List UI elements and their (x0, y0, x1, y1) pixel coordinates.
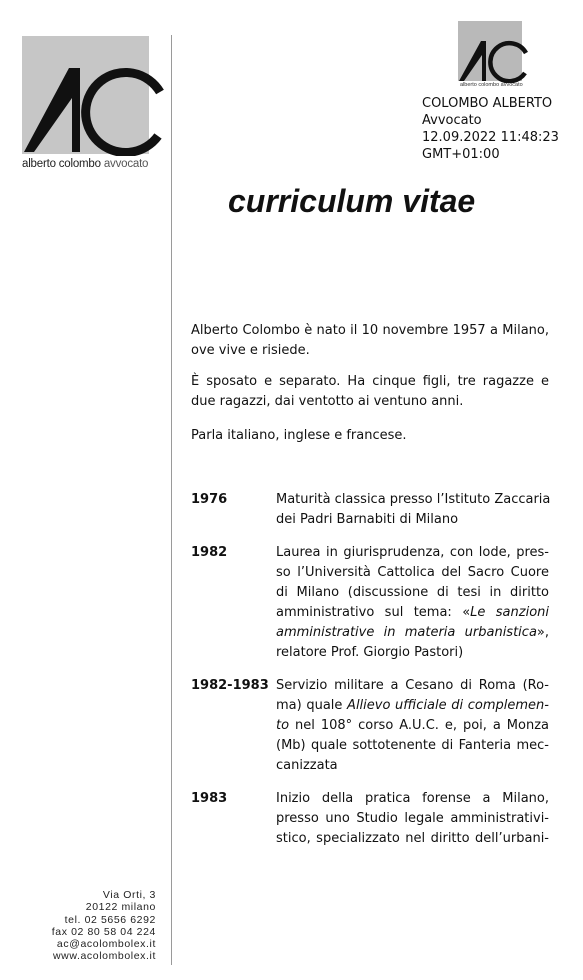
entry-line: to nel 108° corso A.U.C. e, poi, a Monza (276, 718, 549, 733)
entry-line: Servizio militare a Cesano di Roma (Ro- (276, 678, 549, 693)
signature-logo-caption: alberto colombo avvocato (460, 82, 523, 88)
address-website[interactable]: www.acolombolex.it (52, 950, 156, 963)
entry-line: presso uno Studio legale amministrativi- (276, 811, 549, 826)
entry-year: 1983 (191, 791, 228, 806)
signer-name: COLOMBO ALBERTO (422, 96, 553, 111)
entry-line: dei Padri Barnabiti di Milano (276, 512, 459, 527)
entry-line: so l’Università Cattolica del Sacro Cuore (276, 565, 549, 580)
address-street: Via Orti, 3 (102, 889, 156, 901)
entry-line: stico, specializzato nel diritto dell’urbani- (276, 831, 549, 846)
signature-monogram (458, 21, 530, 83)
entry-line: Maturità classica presso l’Istituto Zaccaria (276, 492, 551, 507)
entry-line: amministrative in materia urbanistica», (276, 625, 549, 640)
address-fax: fax 02 80 58 04 224 (51, 925, 156, 938)
page-title: curriculum vitae (228, 183, 476, 219)
entry-description (276, 789, 549, 849)
entry-line: Inizio della pratica forense a Milano, (276, 791, 549, 806)
entry-line: Laurea in giurisprudenza, con lode, pres- (276, 545, 549, 560)
entry-year: 1976 (191, 492, 228, 507)
address-email[interactable]: ac@acolombolex.it (56, 938, 156, 951)
ac-monogram-logo (22, 36, 172, 156)
vertical-divider (171, 35, 172, 965)
entry-line: di Milano (discussione di tesi in diritto (276, 585, 549, 600)
entry-year: 1982 (191, 545, 228, 560)
signature-timezone: GMT+01:00 (422, 147, 500, 162)
signer-role: Avvocato (422, 113, 482, 128)
entry-description (276, 490, 549, 530)
signature-datetime: 12.09.2022 11:48:23 (422, 130, 559, 145)
signature-logo (458, 21, 528, 89)
digital-signature (422, 95, 559, 163)
intro-paragraph-birth: Alberto Colombo è nato il 10 novembre 1957 a Milano, ove vive e risiede. (191, 323, 549, 358)
firm-logo (22, 36, 172, 176)
entry-line: relatore Prof. Giorgio Pastori) (276, 645, 464, 660)
entry-line: canizzata (276, 758, 338, 773)
entry-year: 1982-1983 (191, 678, 269, 693)
address-city: 20122 milano (85, 901, 156, 914)
intro-paragraph-family: È sposato e separato. Ha cinque figli, tre ragazze e due ragazzi, dai ventotto ai ventuno anni. (191, 374, 549, 409)
entry-line: amministrativo sul tema: «Le sanzioni (276, 605, 550, 620)
entry-line: ma) quale Allievo ufficiale di complemen- (276, 698, 549, 713)
logo-caption: alberto colombo avvocato (22, 158, 149, 170)
address-tel: tel. 02 5656 6292 (64, 913, 156, 926)
entry-description (276, 543, 549, 663)
entry-line: (Mb) quale sottotenente di Fanteria mec- (276, 738, 549, 753)
entry-description (276, 676, 549, 776)
intro-paragraph-languages: Parla italiano, inglese e francese. (191, 428, 407, 443)
firm-address (52, 889, 156, 963)
